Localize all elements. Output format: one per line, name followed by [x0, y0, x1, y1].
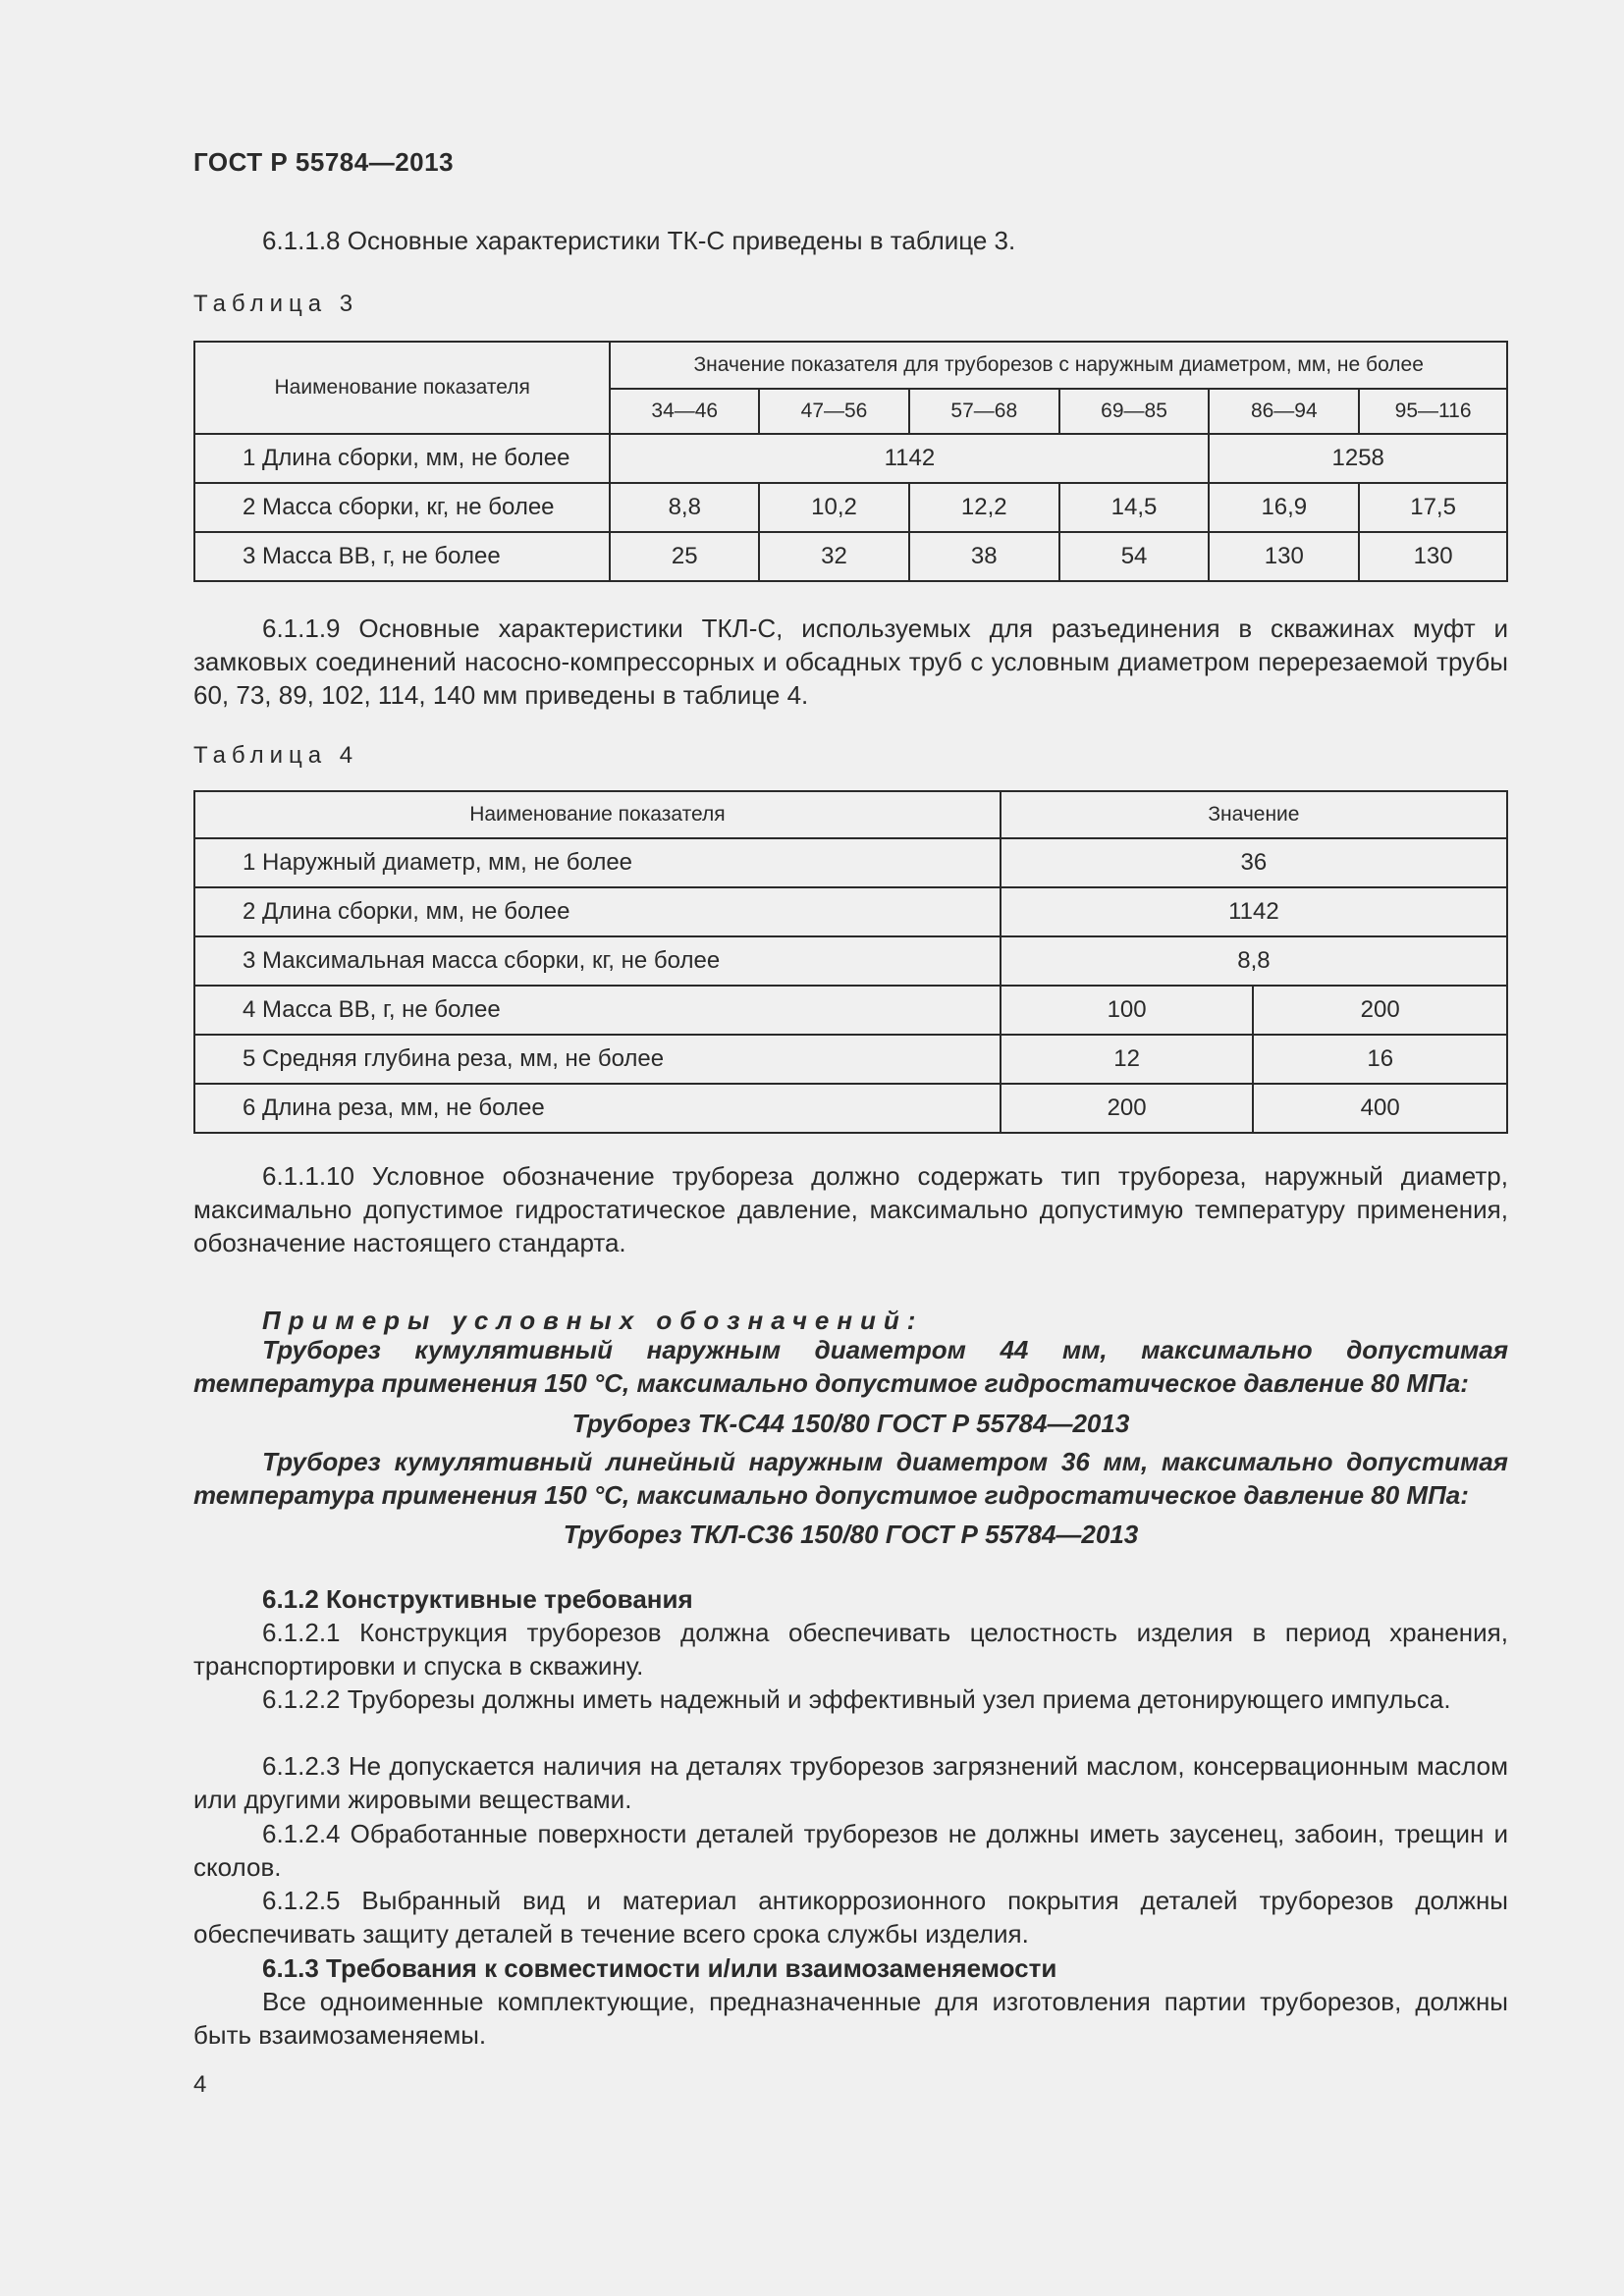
table3-cell: 1258 [1209, 434, 1507, 483]
paragraph-6-1-2-2: 6.1.2.2 Труборезы должны иметь надежный и эффективный узел приема детонирующего импульса. [262, 1684, 1451, 1714]
table4-name-header: Наименование показателя [194, 791, 1001, 838]
table3-cell: 54 [1059, 532, 1210, 581]
table-row [194, 936, 1507, 986]
table4-cell: 36 [1001, 838, 1507, 887]
table3-col-header: 34—46 [610, 389, 759, 434]
table-row [194, 887, 1507, 936]
table3-caption: Таблица 3 [193, 291, 359, 317]
paragraph-6-1-1-9: 6.1.1.9 Основные характеристики ТКЛ-С, используемых для разъединения в скважинах муфт и замковых соединений насосно-компрессорных и обсадных труб с условным диаметром перерезаемой трубы 60, 73, 89, 102, 114, 140 мм приведены в таблице 4. [193, 614, 1508, 710]
table3-name-header: Наименование показателя [194, 342, 610, 434]
table3-cell: 12,2 [909, 483, 1059, 532]
table3-cell: 38 [909, 532, 1059, 581]
table3-cell: 130 [1359, 532, 1507, 581]
table-4 [193, 790, 1508, 1134]
example1-description: Труборез кумулятивный наружным диаметром 44 мм, максимально допустимая температура применения 150 °С, максимально допустимое гидростатическое давление 80 МПа: [193, 1335, 1508, 1398]
table3-cell: 8,8 [610, 483, 759, 532]
table-row [194, 434, 1507, 483]
table3-cell: 17,5 [1359, 483, 1507, 532]
table3-col-header: 47—56 [759, 389, 909, 434]
paragraph-6-1-2-1: 6.1.2.1 Конструкция труборезов должна обеспечивать целостность изделия в период хранения, транспортировки и спуска в скважину. [193, 1618, 1508, 1681]
table3-cell: 10,2 [759, 483, 909, 532]
table4-row-name: 4 Масса ВВ, г, не более [194, 986, 1001, 1035]
example2-description: Труборез кумулятивный линейный наружным диаметром 36 мм, максимально допустимая температура применения 150 °С, максимально допустимое гидростатическое давление 80 МПа: [193, 1447, 1508, 1510]
table4-value-header: Значение [1001, 791, 1507, 838]
table3-col-header: 69—85 [1059, 389, 1210, 434]
table4-cell: 8,8 [1001, 936, 1507, 986]
table4-row-name: 6 Длина реза, мм, не более [194, 1084, 1001, 1133]
section-6-1-2-heading: 6.1.2 Конструктивные требования [262, 1584, 693, 1614]
table3-cell: 130 [1209, 532, 1359, 581]
table3-cell: 25 [610, 532, 759, 581]
table-row [194, 1035, 1507, 1084]
table3-col-header: 57—68 [909, 389, 1059, 434]
document-page [193, 0, 1508, 2296]
table3-cell: 16,9 [1209, 483, 1359, 532]
table4-row-name: 2 Длина сборки, мм, не более [194, 887, 1001, 936]
table-3 [193, 341, 1508, 582]
example2-code: Труборез ТКЛ-С36 150/80 ГОСТ Р 55784—2013 [563, 1520, 1139, 1549]
table3-cell: 32 [759, 532, 909, 581]
example1-code: Труборез ТК-С44 150/80 ГОСТ Р 55784—2013 [571, 1409, 1130, 1438]
table4-cell: 200 [1253, 986, 1507, 1035]
paragraph-6-1-1-10: 6.1.1.10 Условное обозначение трубореза должно содержать тип трубореза, наружный диаметр, максимально допустимое гидростатическое давление, максимально допустимую температуру применения, обозначение настоящего стандарта. [193, 1161, 1508, 1257]
table3-col-header: 86—94 [1209, 389, 1359, 434]
table-row [194, 1084, 1507, 1133]
table3-cell: 1142 [610, 434, 1209, 483]
table3-row-name: 1 Длина сборки, мм, не более [194, 434, 610, 483]
table-row [194, 838, 1507, 887]
table4-cell: 100 [1001, 986, 1254, 1035]
table4-cell: 16 [1253, 1035, 1507, 1084]
table3-col-header: 95—116 [1359, 389, 1507, 434]
table-row [194, 986, 1507, 1035]
table3-cell: 14,5 [1059, 483, 1210, 532]
paragraph-6-1-3: Все одноименные комплектующие, предназначенные для изготовления партии труборезов, должны быть взаимозаменяемы. [193, 1987, 1508, 2050]
paragraph-6-1-1-8: 6.1.1.8 Основные характеристики ТК-С приведены в таблице 3. [262, 226, 1016, 255]
examples-title: Примеры условных обозначений: [262, 1306, 924, 1335]
paragraph-6-1-2-4: 6.1.2.4 Обработанные поверхности деталей труборезов не должны иметь заусенец, забоин, трещин и сколов. [193, 1819, 1508, 1882]
page-number: 4 [193, 2071, 207, 2098]
table4-cell: 12 [1001, 1035, 1254, 1084]
table4-row-name: 3 Максимальная масса сборки, кг, не более [194, 936, 1001, 986]
table4-row-name: 1 Наружный диаметр, мм, не более [194, 838, 1001, 887]
table4-row-name: 5 Средняя глубина реза, мм, не более [194, 1035, 1001, 1084]
table-row [194, 483, 1507, 532]
table3-row-name: 3 Масса ВВ, г, не более [194, 532, 610, 581]
paragraph-6-1-2-5: 6.1.2.5 Выбранный вид и материал антикоррозионного покрытия деталей труборезов должны обеспечивать защиту деталей в течение всего срока службы изделия. [193, 1886, 1508, 1949]
table4-caption: Таблица 4 [193, 742, 359, 769]
table4-cell: 200 [1001, 1084, 1254, 1133]
table3-value-header: Значение показателя для труборезов с наружным диаметром, мм, не более [610, 342, 1507, 389]
table3-row-name: 2 Масса сборки, кг, не более [194, 483, 610, 532]
table-row [194, 532, 1507, 581]
document-header: ГОСТ Р 55784—2013 [193, 147, 455, 177]
table4-cell: 1142 [1001, 887, 1507, 936]
paragraph-6-1-2-3: 6.1.2.3 Не допускается наличия на деталях труборезов загрязнений маслом, консервационным маслом или другими жировыми веществами. [193, 1751, 1508, 1814]
section-6-1-3-heading: 6.1.3 Требования к совместимости и/или взаимозаменяемости [262, 1953, 1057, 1983]
table4-cell: 400 [1253, 1084, 1507, 1133]
